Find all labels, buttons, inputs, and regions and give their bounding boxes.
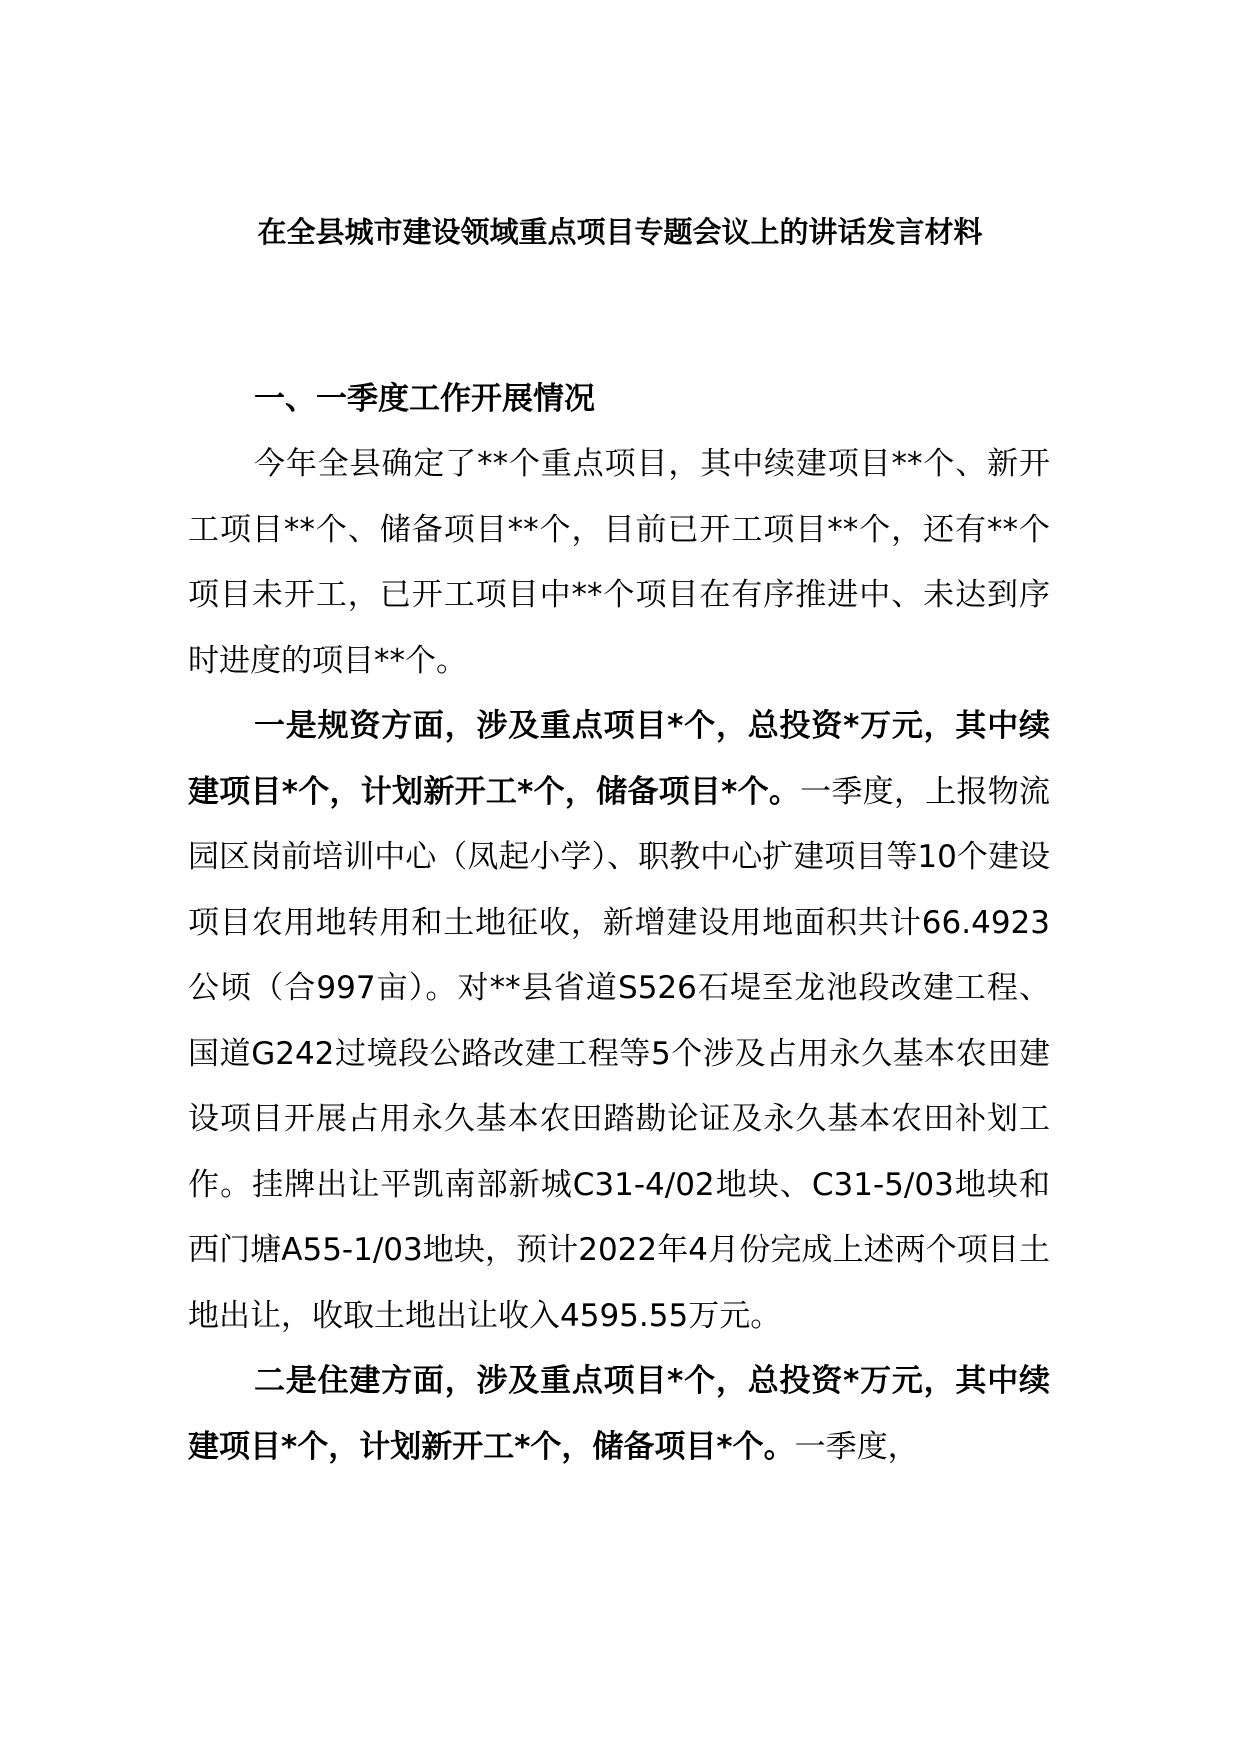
paragraph-lead: 二是住建方面，涉及重点项目*个，总投资*万元，其中续建项目*个，计划新开工*个，储备项目*个。 [188, 1363, 1050, 1465]
paragraph-text: 一季度， [794, 1428, 919, 1465]
document-title: 在全县城市建设领域重点项目专题会议上的讲话发言材料 [257, 215, 983, 249]
paragraph-planning-resources [188, 694, 1050, 1349]
paragraph-text: 今年全县确定了**个重点项目，其中续建项目**个、新开工项目**个、储备项目**个，目前已开工项目**个，还有**个项目未开工，已开工项目中**个项目在有序推进中、未达到序时进度的项目**个。 [188, 446, 1050, 679]
paragraph-overview [188, 432, 1050, 694]
section-heading: 一、一季度工作开展情况 [254, 381, 595, 417]
paragraph-text: 一季度，上报物流园区岗前培训中心（凤起小学）、职教中心扩建项目等10个建设项目农用地转用和土地征收，新增建设用地面积共计66.4923公顷（合997亩）。对**县省道S526石堤至龙池段改建工程、国道G242过境段公路改建工程等5个涉及占用永久基本农田建设项目开展占用永久基本农田踏勘论证及永久基本农田补划工作。挂牌出让平凯南部新城C31-4/02地块、C31-5/03地块和西门塘A55-1/03地块，预计2022年4月份完成上述两个项目土地出让，收取土地出让收入4595.55万元。 [188, 773, 1050, 1334]
document-body [188, 366, 1050, 1480]
paragraph-lead: 一是规资方面，涉及重点项目*个，总投资*万元，其中续建项目*个，计划新开工*个，储备项目*个。 [188, 708, 1050, 810]
paragraph-housing-construction [188, 1349, 1050, 1480]
